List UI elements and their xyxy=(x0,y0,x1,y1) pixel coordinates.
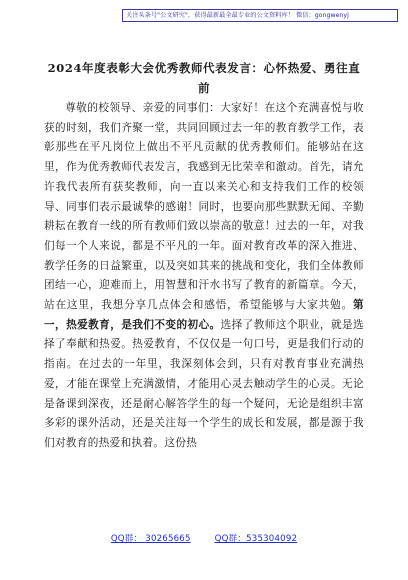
document-title: 2024年度表彰大会优秀教师代表发言：心怀热爱、勇往直前 xyxy=(47,61,361,95)
paragraph-text: 尊敬的校领导、亲爱的同事们：大家好！在这个充满喜悦与收获的时刻，我们齐聚一堂，共同回顾过去一年的教育教学工作，表彰那些在平凡岗位上做出不平凡贡献的优秀教师们。能够站在这里，作为优秀教师代表发言，我感到无比荣幸和激动。首先，请允许我代表所有获奖教师，向一直以来关心和支持我们工作的校领导、同事们表示最诚挚的感谢！同时，也要向那些默默无闻、辛勤耕耘在教育一线的所有教师们致以崇高的敬意！过去的一年，对我们每一个人来说，都是不平凡的一年。面对教育改革的深入推进、教学任务的日益繁重，以及突如其来的挑战和变化，我们全体教师团结一心，迎难而上，用智慧和汗水书写了教育的新篇章。今天，站在这里，我想分享几点体会和感悟，希望能够与大家共勉。 xyxy=(44,102,364,312)
bold-heading: 第一，热爱教育，是我们不变的初心。 xyxy=(44,299,364,331)
footer-qq-group-2[interactable]: QQ群：535304092 xyxy=(214,534,298,544)
paragraph-text-continued: 选择了教师这个职业，就是选择了奉献和热爱。热爱教育，不仅仅是一句口号，更是我们行动的指南。在过去的一年里，我深刻体会到，只有对教育事业充满热爱，才能在课堂上充满激情，才能用心灵去触动学生的心灵。无论是备课到深夜，还是耐心解答学生的每一个疑问，无论是组织丰富多彩的课外活动，还是关注每一个学生的成长和发展，都是源于我们对教育的热爱和执着。这份热 xyxy=(44,318,364,449)
body-paragraph xyxy=(44,99,364,454)
header-banner: 关注头条号"公文研究"，获得最新最全最专业的公文资料库！ 微信：gongwenyj xyxy=(122,9,398,22)
footer-qq-group-1[interactable]: QQ群： 30265665 xyxy=(110,534,191,544)
footer xyxy=(0,532,408,544)
document-body xyxy=(44,99,364,454)
